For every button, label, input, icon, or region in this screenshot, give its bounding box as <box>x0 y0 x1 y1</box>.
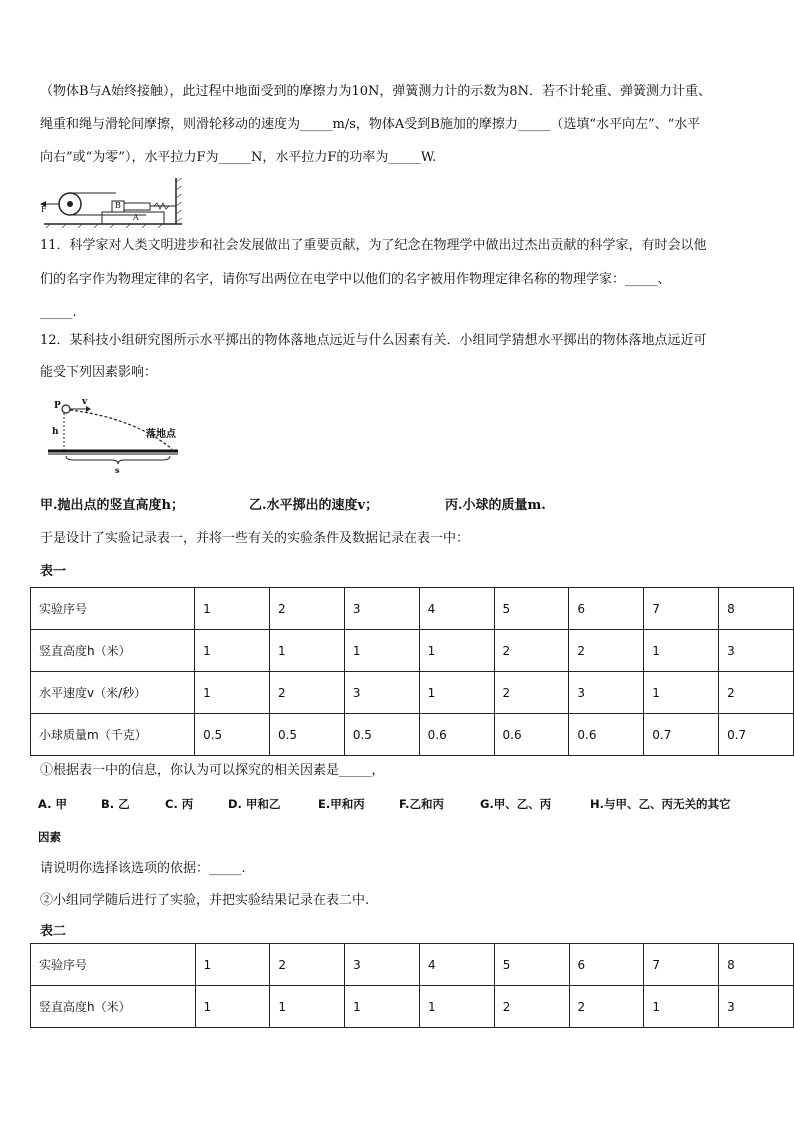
table-row <box>31 714 794 756</box>
pulley-label-f: F <box>41 205 47 214</box>
table-cell: 0.6 <box>569 714 644 756</box>
table-cell: 2 <box>269 588 344 630</box>
table-cell: 1 <box>644 672 719 714</box>
table-cell: 1 <box>419 630 494 672</box>
table-cell: 1 <box>195 986 270 1028</box>
table-cell: 1 <box>269 630 344 672</box>
option-c: C. 丙 <box>165 797 194 811</box>
option-d: D. 甲和乙 <box>228 797 281 811</box>
option-e: E.甲和丙 <box>318 797 365 811</box>
projectile-label-v: v <box>82 397 88 407</box>
table-cell: 2 <box>269 672 344 714</box>
option-a: A. 甲 <box>38 797 67 811</box>
pulley-spring-diagram <box>36 176 186 228</box>
q11-text-line3: _____. <box>40 305 77 320</box>
table-cell: 8 <box>719 588 794 630</box>
table-cell: 3 <box>719 986 794 1028</box>
projectile-label-h: h <box>52 427 59 437</box>
table-cell: 0.5 <box>344 714 419 756</box>
table-row <box>31 588 794 630</box>
table-cell: 7 <box>644 944 719 986</box>
table-cell: 1 <box>195 630 270 672</box>
projectile-label-landing: 落地点 <box>146 429 176 440</box>
table-cell-head: 实验序号 <box>31 944 196 986</box>
pulley-label-b: B <box>115 201 121 210</box>
table-cell: 2 <box>494 672 569 714</box>
factor-a: 甲.抛出点的竖直高度h； <box>40 498 184 513</box>
table-row <box>31 944 794 986</box>
table-cell: 8 <box>719 944 794 986</box>
table-cell: 1 <box>345 986 420 1028</box>
q10-text-line3: 向右”或“为零”），水平拉力F为_____N，水平拉力F的功率为_____W. <box>40 150 437 165</box>
sub-question-1: ①根据表一中的信息，你认为可以探究的相关因素是_____， <box>40 763 385 778</box>
table-cell: 4 <box>419 944 494 986</box>
table-cell: 5 <box>494 588 569 630</box>
table-cell-head: 竖直高度h（米） <box>31 630 195 672</box>
q11-text-line1: 11．科学家对人类文明进步和社会发展做出了重要贡献，为了纪念在物理学中做出过杰出贡献的科学家，有时会以他 <box>40 238 707 253</box>
table-row <box>31 672 794 714</box>
option-h-continued: 因素 <box>38 830 61 844</box>
design-text: 于是设计了实验记录表一，并将一些有关的实验条件及数据记录在表一中： <box>40 531 470 546</box>
table-row <box>31 986 794 1028</box>
table2 <box>30 943 794 1028</box>
table-cell-head: 实验序号 <box>31 588 195 630</box>
table-cell: 3 <box>344 588 419 630</box>
table-cell: 2 <box>569 630 644 672</box>
option-g: G.甲、乙、丙 <box>480 797 552 811</box>
table-cell: 0.6 <box>494 714 569 756</box>
table-cell: 3 <box>569 672 644 714</box>
projectile-label-p: P <box>54 401 61 411</box>
option-f: F.乙和丙 <box>399 797 445 811</box>
table-cell-head: 小球质量m（千克） <box>31 714 195 756</box>
table-cell: 1 <box>644 986 719 1028</box>
table-cell: 0.7 <box>644 714 719 756</box>
q12-text-line1: 12．某科技小组研究图所示水平掷出的物体落地点远近与什么因素有关．小组同学猜想水平掷出的物体落地点远近可 <box>40 333 707 348</box>
q10-text-line1: （物体B与A始终接触），此过程中地面受到的摩擦力为10N，弹簧测力计的示数为8N．若不计轮重、弹簧测力计重、 <box>40 84 712 99</box>
table-cell: 1 <box>195 588 270 630</box>
q12-text-line2: 能受下列因素影响： <box>40 365 158 380</box>
table-cell: 5 <box>494 944 569 986</box>
table-cell: 0.5 <box>269 714 344 756</box>
option-b: B. 乙 <box>101 797 130 811</box>
table-cell: 3 <box>345 944 420 986</box>
factor-c: 丙.小球的质量m. <box>445 498 546 513</box>
table-cell: 2 <box>569 986 644 1028</box>
table-cell: 1 <box>644 630 719 672</box>
pulley-label-a: A <box>133 213 139 222</box>
table2-title: 表二 <box>40 924 67 939</box>
table-cell: 3 <box>344 672 419 714</box>
projectile-label-s: s <box>115 465 120 475</box>
table-cell: 6 <box>569 588 644 630</box>
table1-title: 表一 <box>40 564 67 579</box>
table-cell: 2 <box>719 672 794 714</box>
table-cell: 1 <box>419 672 494 714</box>
table-cell: 1 <box>195 944 270 986</box>
table-row <box>31 630 794 672</box>
table-cell: 1 <box>195 672 270 714</box>
ball-p <box>62 405 70 413</box>
table-cell-head: 水平速度v（米/秒） <box>31 672 195 714</box>
table-cell: 7 <box>644 588 719 630</box>
table-cell: 4 <box>419 588 494 630</box>
reason-text: 请说明你选择该选项的依据：_____. <box>40 861 246 876</box>
table-cell: 1 <box>270 986 345 1028</box>
q10-text-line2: 绳重和绳与滑轮间摩擦，则滑轮移动的速度为_____m/s，物体A受到B施加的摩擦力_____（选填“水平向左”、“水平 <box>40 117 701 132</box>
option-h: H.与甲、乙、丙无关的其它 <box>590 797 731 811</box>
table1 <box>30 587 794 756</box>
table-cell: 2 <box>494 986 569 1028</box>
table-cell: 2 <box>494 630 569 672</box>
table-cell: 3 <box>719 630 794 672</box>
table-cell: 0.6 <box>419 714 494 756</box>
table-cell: 0.7 <box>719 714 794 756</box>
table-cell-head: 竖直高度h（米） <box>31 986 196 1028</box>
table-cell: 1 <box>419 986 494 1028</box>
table-cell: 2 <box>270 944 345 986</box>
table-cell: 6 <box>569 944 644 986</box>
q11-text-line2: 们的名字作为物理定律的名字，请你写出两位在电学中以他们的名字被用作物理定律名称的物理学家：_____、 <box>40 272 671 287</box>
spring-scale <box>124 203 150 210</box>
sub-question-2: ②小组同学随后进行了实验，并把实验结果记录在表二中. <box>40 893 370 908</box>
factor-b: 乙.水平掷出的速度v； <box>249 498 379 513</box>
table-cell: 1 <box>344 630 419 672</box>
table-cell: 0.5 <box>195 714 270 756</box>
